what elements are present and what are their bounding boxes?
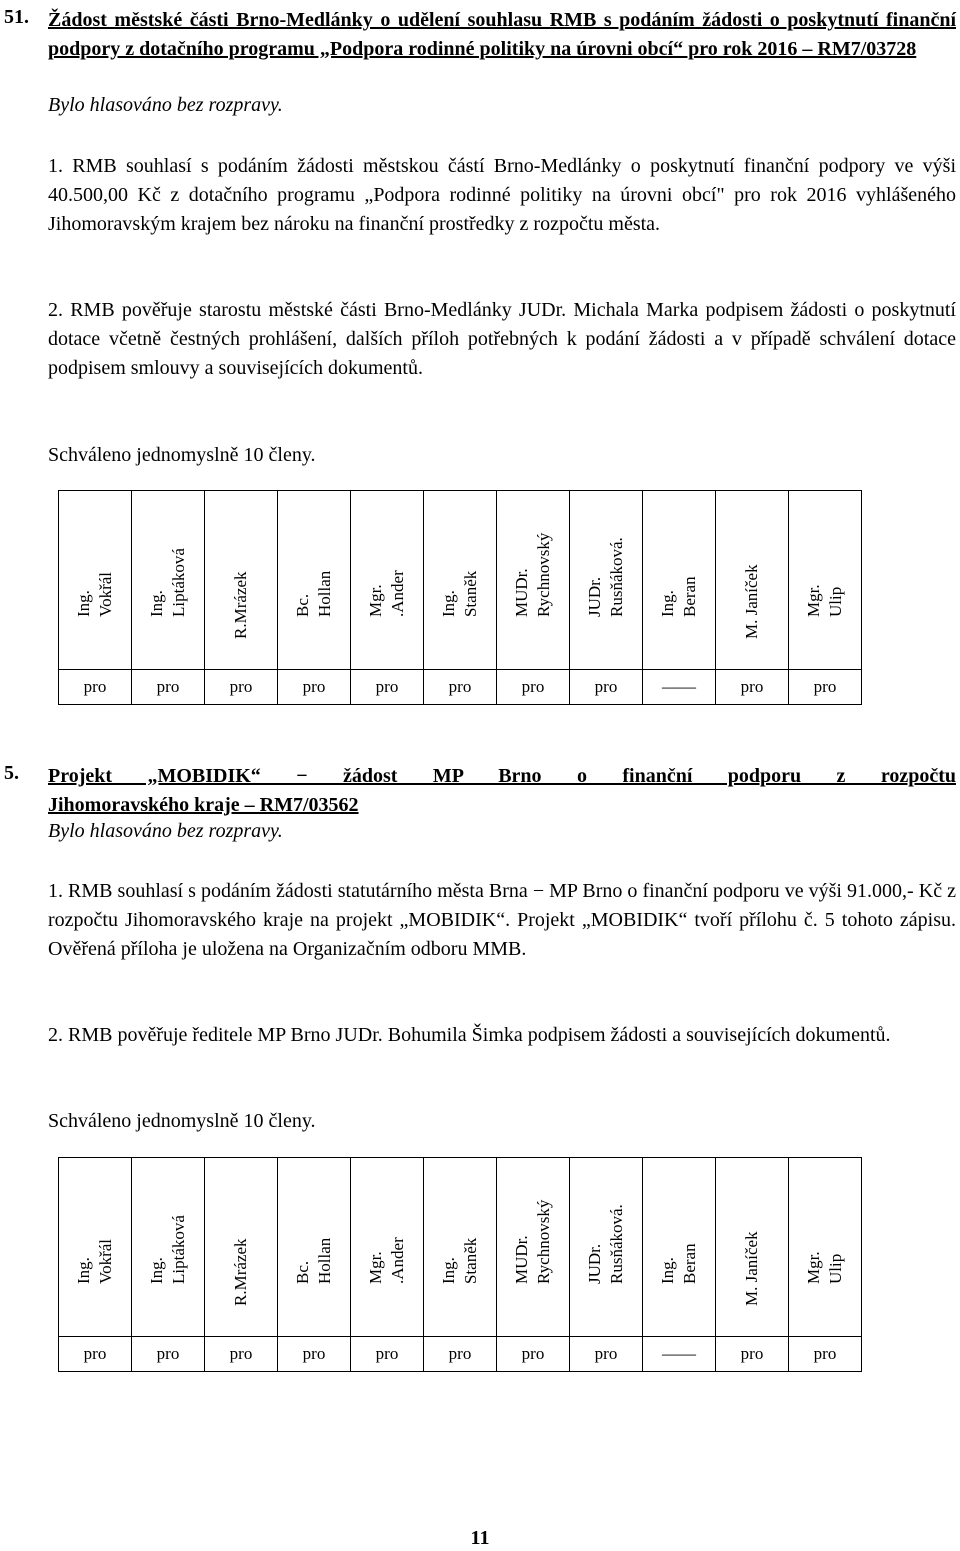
member-title: Ing. (658, 590, 677, 617)
item-heading-line-1: Projekt „MOBIDIK“ − žádost MP Brno o finanční podporu z rozpočtu (48, 765, 956, 787)
member-surname: Beran (680, 1243, 699, 1284)
member-title: Mgr. (366, 584, 385, 617)
member-title: M. Janíček (742, 564, 761, 639)
member-name-cell (497, 491, 570, 670)
member-name-cell (132, 491, 205, 670)
member-name (230, 571, 252, 639)
member-name-cell (132, 1158, 205, 1337)
vote-cell: pro (570, 670, 643, 705)
item-number: 51. (4, 6, 29, 28)
member-name (803, 1251, 847, 1284)
member-title: Bc. (293, 1260, 312, 1284)
resolution-point-1: 1. RMB souhlasí s podáním žádosti městskou částí Brno-Medlánky o poskytnutí finanční podpory ve výši 40.500,00 Kč z dotačního programu „Podpora rodinné politiky na úrovni obcí" pro rok 2016 vyhlášeného Jihomoravským krajem bez nároku na finanční prostředky z rozpočtu města. (48, 155, 956, 235)
member-name-cell (278, 491, 351, 670)
member-name-cell (497, 1158, 570, 1337)
member-surname: Vokřál (96, 1238, 115, 1284)
member-surname: Rychnovský (534, 532, 553, 617)
member-name (584, 537, 628, 617)
member-title: Ing. (658, 1257, 677, 1284)
vote-cell: pro (789, 670, 862, 705)
member-title: Ing. (439, 590, 458, 617)
vote-cell: pro (132, 1337, 205, 1372)
member-surname: Vokřál (96, 571, 115, 617)
member-name-cell (789, 1158, 862, 1337)
vote-cell: pro (59, 1337, 132, 1372)
member-name (657, 1243, 701, 1284)
member-name (741, 1231, 763, 1306)
vote-cell: pro (570, 1337, 643, 1372)
member-name (438, 1238, 482, 1284)
member-title: Ing. (147, 590, 166, 617)
member-title: R.Mrázek (231, 1238, 250, 1306)
resolution-point-2: 2. RMB pověřuje ředitele MP Brno JUDr. Bohumila Šimka podpisem žádosti a souvisejících dokumentů. (48, 1024, 891, 1046)
votes-row (59, 670, 862, 705)
member-name (230, 1238, 252, 1306)
vote-result: Schváleno jednomyslně 10 členy. (48, 444, 316, 466)
item-number: 5. (4, 762, 19, 784)
member-name (584, 1204, 628, 1284)
member-name (741, 564, 763, 639)
member-title: Ing. (439, 1257, 458, 1284)
item-heading (48, 762, 956, 820)
member-surname: Rusňáková. (607, 1204, 626, 1284)
vote-cell: pro (278, 1337, 351, 1372)
member-surname: Hollan (315, 570, 334, 617)
vote-table (58, 1157, 862, 1372)
discussion-status: Bylo hlasováno bez rozpravy. (48, 94, 283, 116)
member-name-cell (789, 491, 862, 670)
member-surname: .Ander (388, 1237, 407, 1284)
vote-cell: —— (643, 670, 716, 705)
member-name-cell (278, 1158, 351, 1337)
member-title: Bc. (293, 593, 312, 617)
vote-cell: pro (789, 1337, 862, 1372)
member-name-cell (570, 1158, 643, 1337)
member-name-cell (351, 1158, 424, 1337)
member-surname: Ulip (826, 1253, 845, 1284)
member-name-cell (643, 491, 716, 670)
member-title: JUDr. (585, 1243, 604, 1284)
member-names-row (59, 491, 862, 670)
vote-cell: pro (351, 1337, 424, 1372)
vote-cell: pro (497, 670, 570, 705)
item-heading: Žádost městské části Brno-Medlánky o udělení souhlasu RMB s podáním žádosti o poskytnutí finanční podpory z dotačního programu „Podpora rodinné politiky na úrovni obcí“ pro rok 2016 – RM7/03728 (48, 9, 956, 60)
member-name (657, 576, 701, 617)
vote-cell: pro (351, 670, 424, 705)
member-title: Ing. (74, 590, 93, 617)
vote-cell: pro (716, 1337, 789, 1372)
member-surname: Liptáková (169, 548, 188, 617)
member-name (73, 572, 117, 617)
vote-cell: —— (643, 1337, 716, 1372)
member-title: Ing. (74, 1257, 93, 1284)
member-name-cell (205, 1158, 278, 1337)
vote-cell: pro (205, 670, 278, 705)
votes-row (59, 1337, 862, 1372)
member-surname: Beran (680, 576, 699, 617)
vote-cell: pro (278, 670, 351, 705)
member-name (146, 1215, 190, 1284)
vote-result: Schváleno jednomyslně 10 členy. (48, 1110, 316, 1132)
member-name-cell (351, 491, 424, 670)
member-title: MUDr. (512, 568, 531, 617)
member-name-cell (570, 491, 643, 670)
member-title: R.Mrázek (231, 571, 250, 639)
member-surname: Liptáková (169, 1215, 188, 1284)
vote-table (58, 490, 862, 705)
item-heading-line-2: Jihomoravského kraje – RM7/03562 (48, 794, 359, 816)
member-name-cell (424, 491, 497, 670)
member-title: M. Janíček (742, 1231, 761, 1306)
member-name (292, 571, 336, 617)
member-name-cell (716, 1158, 789, 1337)
member-surname: Rusňáková. (607, 537, 626, 617)
member-name (438, 571, 482, 617)
member-name (511, 533, 555, 617)
member-surname: Rychnovský (534, 1199, 553, 1284)
member-name (146, 548, 190, 617)
member-title: JUDr. (585, 576, 604, 617)
member-name-cell (643, 1158, 716, 1337)
resolution-point-1: 1. RMB souhlasí s podáním žádosti statutárního města Brna − MP Brno o finanční podporu ve výši 91.000,- Kč z rozpočtu Jihomoravského kraje na projekt „MOBIDIK“. Projekt „MOBIDIK“ tvoří přílohu č. 5 tohoto zápisu. Ověřená příloha je uložena na Organizačním odboru MMB. (48, 880, 956, 960)
member-name (292, 1238, 336, 1284)
member-name (365, 1237, 409, 1284)
vote-cell: pro (59, 670, 132, 705)
vote-cell: pro (497, 1337, 570, 1372)
member-name (73, 1239, 117, 1284)
member-title: Ing. (147, 1257, 166, 1284)
vote-cell: pro (716, 670, 789, 705)
member-name-cell (716, 491, 789, 670)
member-surname: .Ander (388, 570, 407, 617)
member-name (365, 570, 409, 617)
member-surname: Hollan (315, 1237, 334, 1284)
member-title: Mgr. (804, 584, 823, 617)
member-surname: Staněk (461, 570, 480, 617)
member-name-cell (59, 1158, 132, 1337)
member-surname: Staněk (461, 1237, 480, 1284)
member-surname: Ulip (826, 586, 845, 617)
member-name (803, 584, 847, 617)
vote-cell: pro (132, 670, 205, 705)
member-name (511, 1200, 555, 1284)
vote-cell: pro (424, 1337, 497, 1372)
page-number: 11 (470, 1527, 490, 1549)
member-name-cell (424, 1158, 497, 1337)
member-title: Mgr. (804, 1251, 823, 1284)
discussion-status: Bylo hlasováno bez rozpravy. (48, 820, 283, 842)
vote-cell: pro (205, 1337, 278, 1372)
member-name-cell (59, 491, 132, 670)
vote-cell: pro (424, 670, 497, 705)
member-title: MUDr. (512, 1235, 531, 1284)
resolution-point-2: 2. RMB pověřuje starostu městské části Brno-Medlánky JUDr. Michala Marka podpisem žádosti o poskytnutí dotace včetně čestných prohlášení, dalších příloh potřebných k podání žádosti a v případě schválení dotace podpisem smlouvy a souvisejících dokumentů. (48, 299, 956, 379)
member-title: Mgr. (366, 1251, 385, 1284)
member-names-row (59, 1158, 862, 1337)
member-name-cell (205, 491, 278, 670)
